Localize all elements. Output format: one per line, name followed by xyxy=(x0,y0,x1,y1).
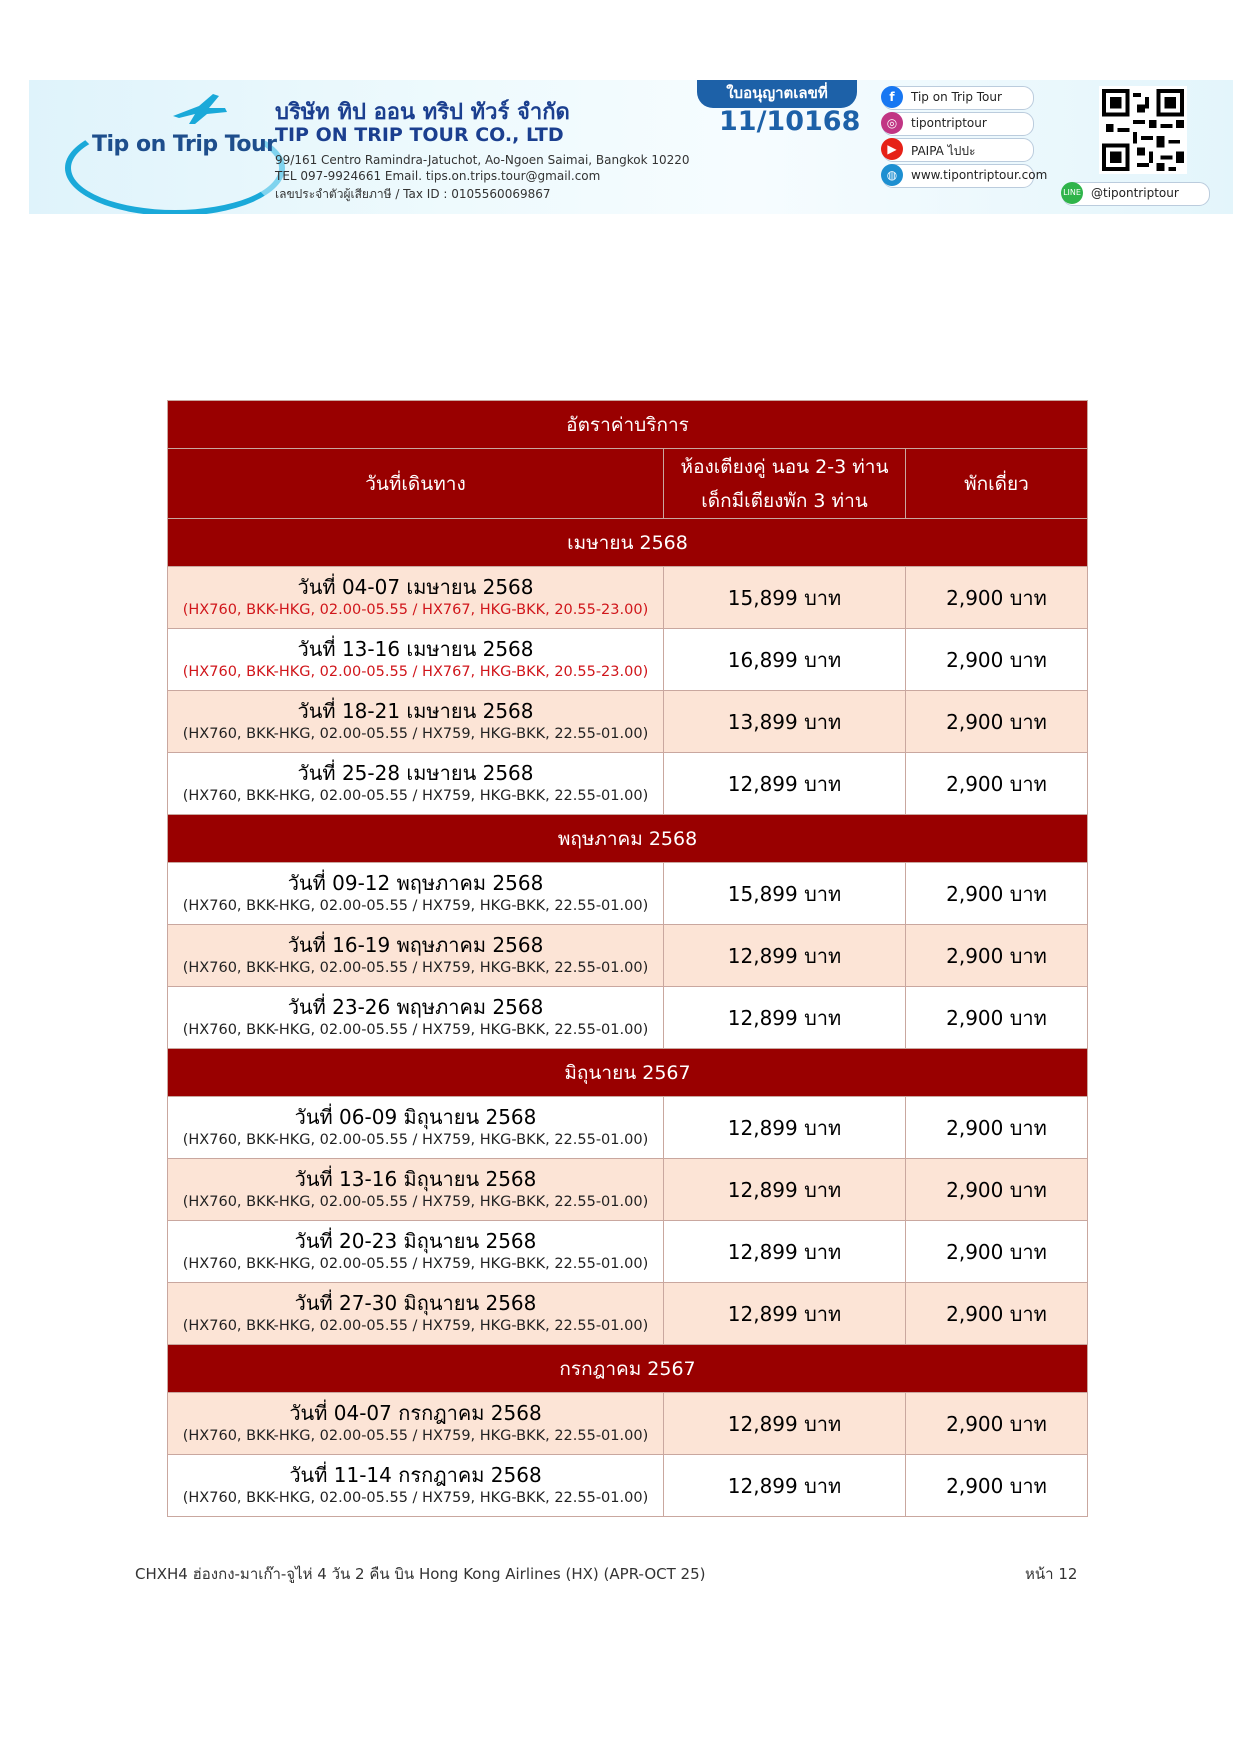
twin-price: 15,899 บาท xyxy=(664,567,906,629)
column-header-twin-line1: ห้องเตียงคู่ นอน 2-3 ท่าน xyxy=(680,455,889,478)
column-header-date: วันที่เดินทาง xyxy=(168,449,664,519)
social-link-text: Tip on Trip Tour xyxy=(911,90,1002,104)
single-supplement: 2,900 บาท xyxy=(906,567,1088,629)
flight-info: (HX760, BKK-HKG, 02.00-05.55 / HX759, HKG-BKK, 22.55-01.00) xyxy=(182,788,649,805)
twin-price: 16,899 บาท xyxy=(664,629,906,691)
flight-info: (HX760, BKK-HKG, 02.00-05.55 / HX767, HKG-BKK, 20.55-23.00) xyxy=(182,664,649,681)
license-label: ใบอนุญาตเลขที่ xyxy=(697,80,857,108)
youtube-icon: ▶ xyxy=(881,138,903,160)
header-banner xyxy=(29,80,1233,214)
column-header-twin xyxy=(664,449,906,519)
travel-date-cell xyxy=(168,987,664,1049)
company-address: 99/161 Centro Ramindra-Jatuchot, Ao-Ngoen Saimai, Bangkok 10220 xyxy=(275,153,690,167)
twin-price: 12,899 บาท xyxy=(664,925,906,987)
table-row xyxy=(168,925,1088,987)
company-contact: TEL 097-9924661 Email. tips.on.trips.tour@gmail.com xyxy=(275,169,601,183)
qr-code-icon xyxy=(1099,86,1187,174)
twin-price: 12,899 บาท xyxy=(664,1097,906,1159)
column-header-single: พักเดี่ยว xyxy=(906,449,1088,519)
facebook-icon: f xyxy=(881,86,903,108)
table-row xyxy=(168,629,1088,691)
travel-date: วันที่ 20-23 มิถุนายน 2568 xyxy=(294,1229,537,1254)
website-icon: ◍ xyxy=(881,164,903,186)
single-supplement: 2,900 บาท xyxy=(906,1455,1088,1517)
travel-date-cell xyxy=(168,1393,664,1455)
travel-date-cell xyxy=(168,1097,664,1159)
travel-date: วันที่ 23-26 พฤษภาคม 2568 xyxy=(287,995,544,1020)
flight-info: (HX760, BKK-HKG, 02.00-05.55 / HX759, HKG-BKK, 22.55-01.00) xyxy=(182,1490,649,1507)
table-row xyxy=(168,863,1088,925)
line-icon: LINE xyxy=(1061,182,1083,204)
footer-page-number: หน้า 12 xyxy=(1025,1565,1078,1583)
travel-date: วันที่ 13-16 เมษายน 2568 xyxy=(297,637,534,662)
flight-info: (HX760, BKK-HKG, 02.00-05.55 / HX767, HKG-BKK, 20.55-23.00) xyxy=(182,602,649,619)
single-supplement: 2,900 บาท xyxy=(906,863,1088,925)
flight-info: (HX760, BKK-HKG, 02.00-05.55 / HX759, HKG-BKK, 22.55-01.00) xyxy=(182,1194,649,1211)
table-row xyxy=(168,987,1088,1049)
single-supplement: 2,900 บาท xyxy=(906,1283,1088,1345)
travel-date-cell xyxy=(168,863,664,925)
single-supplement: 2,900 บาท xyxy=(906,925,1088,987)
travel-date: วันที่ 13-16 มิถุนายน 2568 xyxy=(294,1167,537,1192)
social-link-3[interactable] xyxy=(882,164,1048,188)
flight-info: (HX760, BKK-HKG, 02.00-05.55 / HX759, HKG-BKK, 22.55-01.00) xyxy=(182,1318,649,1335)
travel-date-cell xyxy=(168,1455,664,1517)
travel-date-cell xyxy=(168,925,664,987)
single-supplement: 2,900 บาท xyxy=(906,1393,1088,1455)
travel-date: วันที่ 25-28 เมษายน 2568 xyxy=(297,761,534,786)
travel-date-cell xyxy=(168,567,664,629)
twin-price: 12,899 บาท xyxy=(664,753,906,815)
social-link-1[interactable] xyxy=(882,112,1034,136)
table-row xyxy=(168,753,1088,815)
travel-date-cell xyxy=(168,629,664,691)
twin-price: 12,899 บาท xyxy=(664,1221,906,1283)
month-header: มิถุนายน 2567 xyxy=(168,1049,1088,1097)
travel-date-cell xyxy=(168,1159,664,1221)
table-row xyxy=(168,1097,1088,1159)
travel-date: วันที่ 18-21 เมษายน 2568 xyxy=(297,699,534,724)
travel-date: วันที่ 04-07 กรกฎาคม 2568 xyxy=(289,1401,542,1426)
month-header: พฤษภาคม 2568 xyxy=(168,815,1088,863)
flight-info: (HX760, BKK-HKG, 02.00-05.55 / HX759, HKG-BKK, 22.55-01.00) xyxy=(182,960,649,977)
flight-info: (HX760, BKK-HKG, 02.00-05.55 / HX759, HKG-BKK, 22.55-01.00) xyxy=(182,898,649,915)
social-link-2[interactable] xyxy=(882,138,1034,162)
travel-date-cell xyxy=(168,753,664,815)
table-row xyxy=(168,1159,1088,1221)
table-row xyxy=(168,1283,1088,1345)
single-supplement: 2,900 บาท xyxy=(906,629,1088,691)
line-account-text: @tipontriptour xyxy=(1091,186,1179,200)
company-tax-id: เลขประจำตัวผู้เสียภาษี / Tax ID : 0105560069867 xyxy=(275,187,551,201)
table-row xyxy=(168,1221,1088,1283)
table-row xyxy=(168,567,1088,629)
flight-info: (HX760, BKK-HKG, 02.00-05.55 / HX759, HKG-BKK, 22.55-01.00) xyxy=(182,1256,649,1273)
table-row xyxy=(168,1455,1088,1517)
social-link-text: PAIPA ไปปะ xyxy=(911,144,976,158)
travel-date: วันที่ 04-07 เมษายน 2568 xyxy=(297,575,534,600)
single-supplement: 2,900 บาท xyxy=(906,1097,1088,1159)
twin-price: 12,899 บาท xyxy=(664,1283,906,1345)
table-row xyxy=(168,1393,1088,1455)
flight-info: (HX760, BKK-HKG, 02.00-05.55 / HX759, HKG-BKK, 22.55-01.00) xyxy=(182,1428,649,1445)
single-supplement: 2,900 บาท xyxy=(906,987,1088,1049)
twin-price: 12,899 บาท xyxy=(664,1159,906,1221)
table-row xyxy=(168,691,1088,753)
single-supplement: 2,900 บาท xyxy=(906,691,1088,753)
travel-date: วันที่ 06-09 มิถุนายน 2568 xyxy=(294,1105,537,1130)
rates-body xyxy=(168,519,1088,1517)
twin-price: 12,899 บาท xyxy=(664,987,906,1049)
flight-info: (HX760, BKK-HKG, 02.00-05.55 / HX759, HKG-BKK, 22.55-01.00) xyxy=(182,726,649,743)
single-supplement: 2,900 บาท xyxy=(906,1221,1088,1283)
twin-price: 12,899 บาท xyxy=(664,1393,906,1455)
twin-price: 13,899 บาท xyxy=(664,691,906,753)
license-number: 11/10168 xyxy=(719,106,861,137)
travel-date: วันที่ 09-12 พฤษภาคม 2568 xyxy=(287,871,544,896)
table-title: อัตราค่าบริการ xyxy=(168,401,1088,449)
travel-date: วันที่ 27-30 มิถุนายน 2568 xyxy=(294,1291,537,1316)
footer-tour-code: CHXH4 ฮ่องกง-มาเก๊า-จูไห่ 4 วัน 2 คืน บิน Hong Kong Airlines (HX) (APR-OCT 25) xyxy=(135,1565,706,1583)
twin-price: 15,899 บาท xyxy=(664,863,906,925)
travel-date: วันที่ 11-14 กรกฎาคม 2568 xyxy=(289,1463,542,1488)
twin-price: 12,899 บาท xyxy=(664,1455,906,1517)
rates-table xyxy=(167,400,1088,1517)
flight-info: (HX760, BKK-HKG, 02.00-05.55 / HX759, HKG-BKK, 22.55-01.00) xyxy=(182,1132,649,1149)
column-header-twin-line2: เด็กมีเตียงพัก 3 ท่าน xyxy=(701,489,868,512)
single-supplement: 2,900 บาท xyxy=(906,753,1088,815)
company-name-english: TIP ON TRIP TOUR CO., LTD xyxy=(275,124,564,146)
company-name-thai: บริษัท ทิป ออน ทริป ทัวร์ จำกัด xyxy=(275,100,570,125)
month-header: กรกฎาคม 2567 xyxy=(168,1345,1088,1393)
travel-date-cell xyxy=(168,1283,664,1345)
social-link-0[interactable] xyxy=(882,86,1034,110)
flight-info: (HX760, BKK-HKG, 02.00-05.55 / HX759, HKG-BKK, 22.55-01.00) xyxy=(182,1022,649,1039)
social-link-text: tipontriptour xyxy=(911,116,987,130)
social-link-text: www.tipontriptour.com xyxy=(911,168,1048,182)
single-supplement: 2,900 บาท xyxy=(906,1159,1088,1221)
travel-date-cell xyxy=(168,691,664,753)
travel-date: วันที่ 16-19 พฤษภาคม 2568 xyxy=(287,933,544,958)
logo-text: Tip on Trip Tour xyxy=(92,132,277,157)
travel-date-cell xyxy=(168,1221,664,1283)
instagram-icon: ◎ xyxy=(881,112,903,134)
airplane-icon xyxy=(169,88,229,128)
month-header: เมษายน 2568 xyxy=(168,519,1088,567)
line-account[interactable] xyxy=(1062,182,1210,206)
